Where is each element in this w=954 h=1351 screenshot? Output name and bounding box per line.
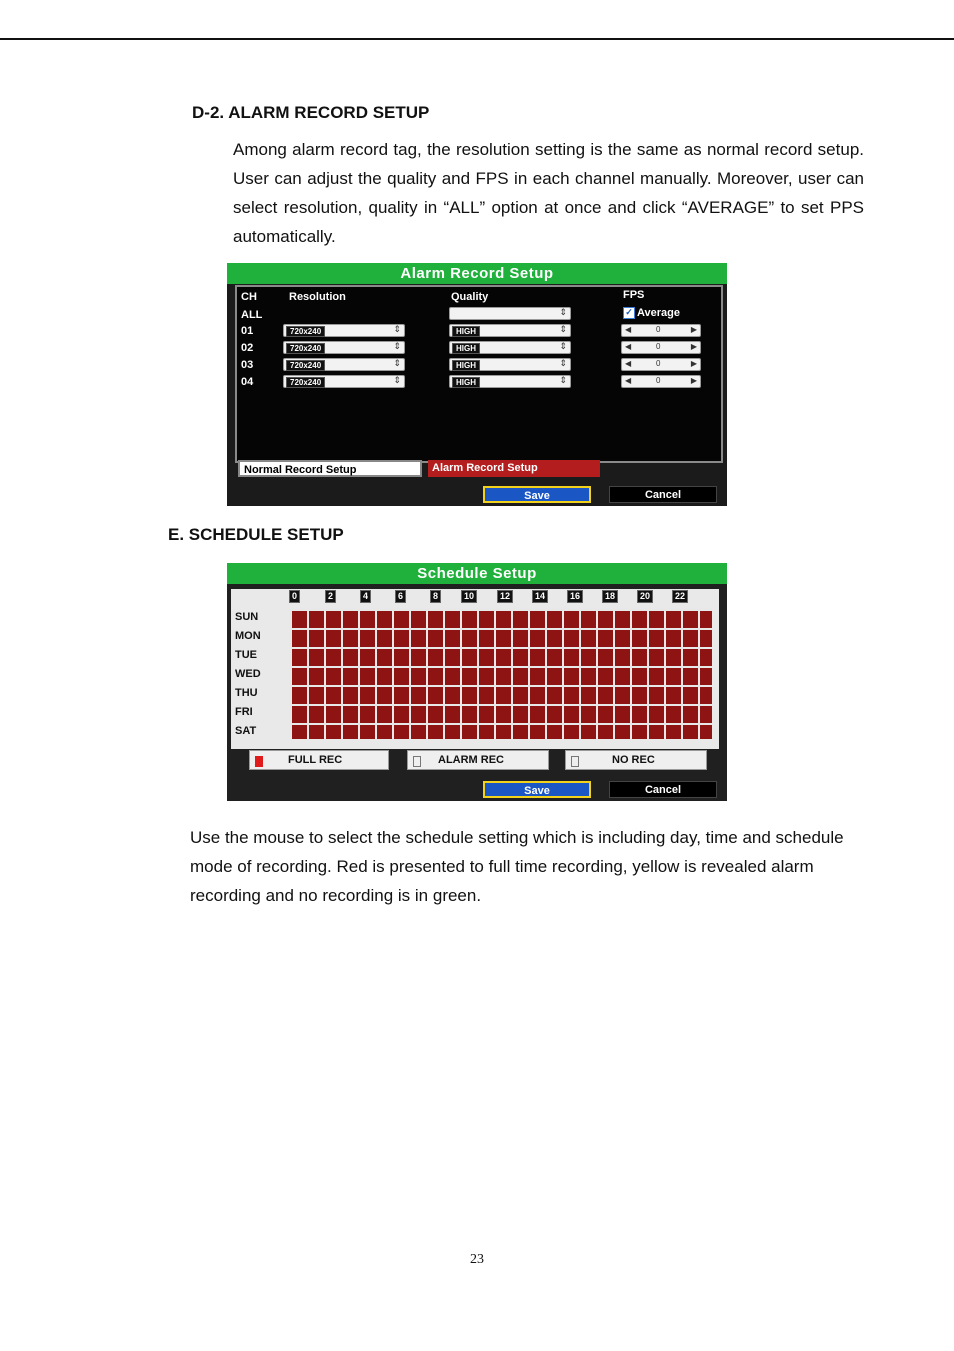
channel-label: 02: [241, 342, 254, 354]
day-label: WED: [235, 668, 261, 680]
schedule-setup-title: Schedule Setup: [227, 563, 727, 584]
quality-select[interactable]: [449, 341, 571, 354]
save-button[interactable]: Save: [483, 781, 591, 798]
hour-label: 14: [532, 590, 548, 603]
legend-alarm-label: ALARM REC: [438, 754, 504, 766]
hour-label: 18: [602, 590, 618, 603]
quality-select[interactable]: [449, 324, 571, 337]
channel-label: 04: [241, 376, 254, 388]
day-label: SAT: [235, 725, 257, 737]
full-rec-swatch: [255, 756, 263, 767]
decrement-icon[interactable]: ◀: [625, 359, 632, 368]
page-number: 23: [470, 1252, 484, 1267]
hour-label: 6: [395, 590, 406, 603]
select-arrows-icon: ⇕: [393, 358, 401, 368]
hour-label: 20: [637, 590, 653, 603]
fps-stepper[interactable]: [621, 375, 701, 388]
tab-alarm-record-setup[interactable]: Alarm Record Setup: [428, 460, 600, 477]
increment-icon[interactable]: ▶: [690, 376, 697, 385]
section-heading-schedule-setup: E. SCHEDULE SETUP: [168, 525, 344, 544]
quality-value: HIGH: [452, 377, 480, 388]
hour-label: 10: [461, 590, 477, 603]
decrement-icon[interactable]: ◀: [625, 342, 632, 351]
select-arrows-icon: ⇕: [559, 324, 567, 334]
average-checkbox[interactable]: ✓: [623, 307, 635, 319]
quality-select[interactable]: [449, 358, 571, 371]
no-rec-swatch: [571, 756, 579, 767]
day-label: FRI: [235, 706, 253, 718]
legend-no-rec[interactable]: [565, 750, 707, 770]
all-row-label: ALL: [241, 309, 263, 321]
fps-value: 0: [656, 359, 661, 368]
hour-label: 16: [567, 590, 583, 603]
quality-select[interactable]: [449, 375, 571, 388]
col-ch-label: CH: [241, 291, 257, 303]
resolution-value: 720x240: [286, 377, 325, 388]
decrement-icon[interactable]: ◀: [625, 325, 632, 334]
cancel-button[interactable]: Cancel: [609, 486, 717, 503]
alarm-record-setup-screenshot: [227, 263, 727, 506]
legend-alarm-rec[interactable]: [407, 750, 549, 770]
header-rule: [0, 38, 954, 40]
hour-label: 4: [360, 590, 371, 603]
resolution-value: 720x240: [286, 343, 325, 354]
col-resolution-label: Resolution: [289, 291, 346, 303]
legend-full-label: FULL REC: [288, 754, 343, 766]
channel-label: 03: [241, 359, 254, 371]
section-heading-alarm-record-setup: D-2. ALARM RECORD SETUP: [192, 103, 430, 122]
select-arrows-icon: ⇕: [393, 324, 401, 334]
increment-icon[interactable]: ▶: [690, 325, 697, 334]
fps-stepper[interactable]: [621, 341, 701, 354]
resolution-value: 720x240: [286, 360, 325, 371]
quality-value: HIGH: [452, 360, 480, 371]
save-button[interactable]: Save: [483, 486, 591, 503]
resolution-select[interactable]: [283, 358, 405, 371]
day-label: SUN: [235, 611, 259, 623]
quality-value: HIGH: [452, 326, 480, 337]
alarm-record-description: Among alarm record tag, the resolution setting is the same as normal record setup. User can adjust the quality and FPS in each channel manually. Moreover, user can select resolution, quality in “ALL” option at once and click “AVERAGE” to set PPS automatically.: [233, 140, 864, 246]
day-label: MON: [235, 630, 261, 642]
day-label: THU: [235, 687, 258, 699]
fps-stepper[interactable]: [621, 358, 701, 371]
average-label: Average: [637, 307, 681, 319]
resolution-select[interactable]: [283, 375, 405, 388]
hour-label: 12: [497, 590, 513, 603]
resolution-select[interactable]: [283, 324, 405, 337]
channel-label: 01: [241, 325, 254, 337]
schedule-setup-screenshot: [227, 563, 727, 801]
increment-icon[interactable]: ▶: [690, 342, 697, 351]
select-arrows-icon: ⇕: [393, 341, 401, 351]
col-fps-label: FPS: [623, 289, 645, 301]
resolution-select[interactable]: [283, 341, 405, 354]
cancel-button[interactable]: Cancel: [609, 781, 717, 798]
alarm-setup-frame: [235, 285, 723, 463]
tab-normal-record-setup[interactable]: Normal Record Setup: [238, 460, 422, 477]
day-label: TUE: [235, 649, 257, 661]
legend-no-label: NO REC: [612, 754, 655, 766]
hour-label: 2: [325, 590, 336, 603]
hour-label: 8: [430, 590, 441, 603]
col-quality-label: Quality: [451, 291, 489, 303]
fps-value: 0: [656, 342, 661, 351]
hour-label: 22: [672, 590, 688, 603]
resolution-value: 720x240: [286, 326, 325, 337]
select-arrows-icon: ⇕: [559, 375, 567, 385]
schedule-grid[interactable]: [289, 608, 713, 740]
schedule-description: Use the mouse to select the schedule setting which is including day, time and schedule mode of recording. Red is presented to full time recording, yellow is revealed alarm recording and no recording is in green.: [190, 828, 844, 905]
select-arrows-icon: ⇕: [559, 358, 567, 368]
select-arrows-icon: ⇕: [559, 341, 567, 351]
alarm-setup-title: Alarm Record Setup: [227, 263, 727, 284]
quality-value: HIGH: [452, 343, 480, 354]
legend-full-rec[interactable]: [249, 750, 389, 770]
increment-icon[interactable]: ▶: [690, 359, 697, 368]
fps-value: 0: [656, 376, 661, 385]
fps-stepper[interactable]: [621, 324, 701, 337]
all-quality-select[interactable]: [449, 307, 571, 320]
hour-label: 0: [289, 590, 300, 603]
fps-value: 0: [656, 325, 661, 334]
select-arrows-icon: ⇕: [393, 375, 401, 385]
alarm-rec-swatch: [413, 756, 421, 767]
select-arrows-icon: ⇕: [559, 307, 567, 317]
decrement-icon[interactable]: ◀: [625, 376, 632, 385]
